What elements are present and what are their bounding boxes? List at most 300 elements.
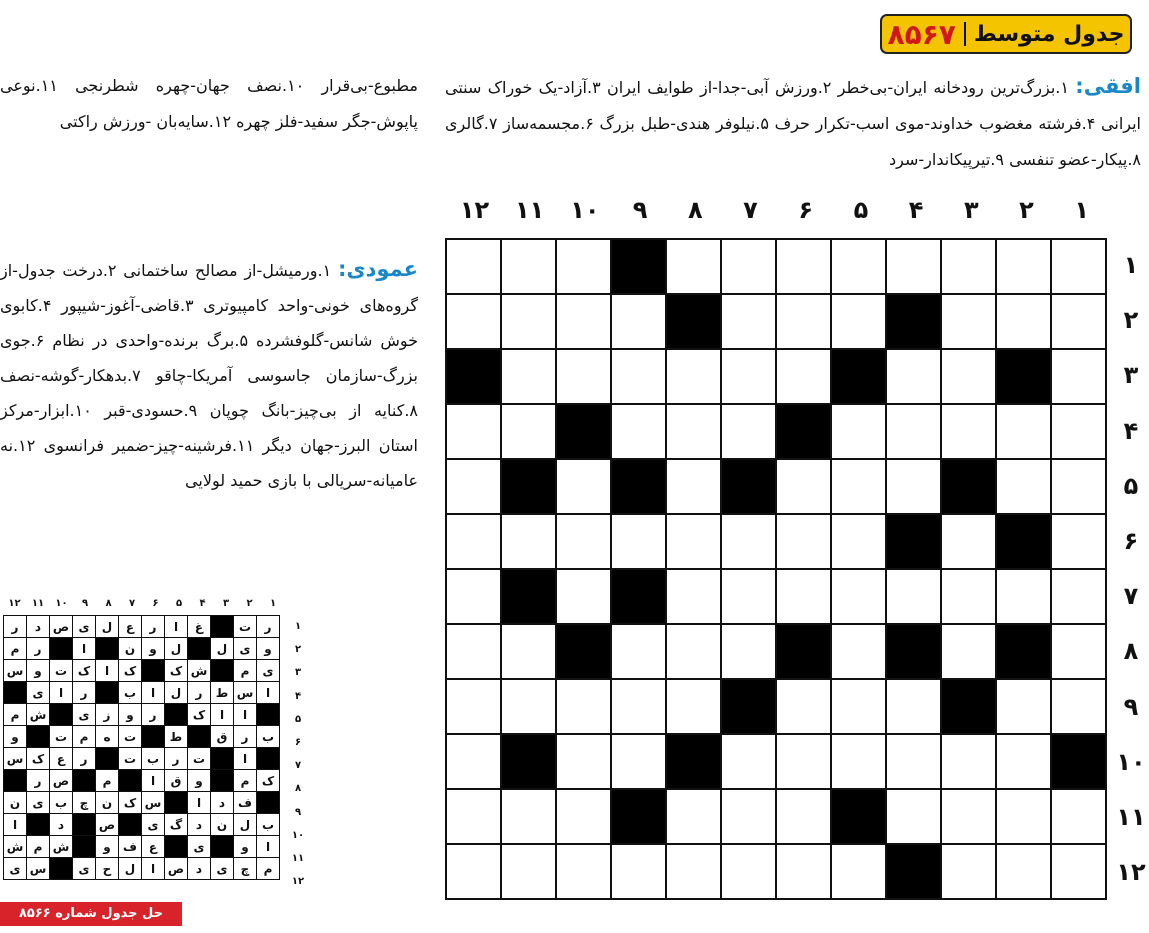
solution-letter-cell: ف: [119, 836, 142, 858]
grid-empty-cell[interactable]: [996, 459, 1051, 514]
grid-column-number: ۱۰: [570, 196, 600, 224]
solution-letter-cell: ا: [257, 682, 280, 704]
solution-letter-cell: و: [234, 836, 257, 858]
grid-empty-cell[interactable]: [1051, 239, 1106, 294]
grid-empty-cell[interactable]: [941, 239, 996, 294]
grid-empty-cell[interactable]: [776, 679, 831, 734]
solution-column-number: ۱۰: [55, 598, 68, 609]
solution-letter-cell: ق: [211, 726, 234, 748]
solution-letter-cell: ل: [165, 638, 188, 660]
grid-empty-cell[interactable]: [831, 404, 886, 459]
grid-empty-cell[interactable]: [941, 514, 996, 569]
solution-block-cell: [50, 858, 73, 880]
solution-block-cell: [73, 836, 96, 858]
solution-block-cell: [257, 792, 280, 814]
grid-empty-cell[interactable]: [446, 624, 501, 679]
grid-empty-cell[interactable]: [556, 239, 611, 294]
solution-column-number: ۹: [81, 598, 89, 609]
solution-letter-cell: ر: [4, 616, 27, 638]
solution-letter-cell: س: [4, 748, 27, 770]
grid-empty-cell[interactable]: [996, 569, 1051, 624]
solution-letter-cell: و: [4, 726, 27, 748]
grid-empty-cell[interactable]: [666, 679, 721, 734]
grid-empty-cell[interactable]: [556, 514, 611, 569]
solution-letter-cell: ا: [234, 704, 257, 726]
grid-empty-cell[interactable]: [721, 349, 776, 404]
grid-empty-cell[interactable]: [721, 514, 776, 569]
grid-empty-cell[interactable]: [886, 789, 941, 844]
solution-block-cell: [27, 726, 50, 748]
solution-letter-cell: ط: [165, 726, 188, 748]
grid-empty-cell[interactable]: [776, 349, 831, 404]
solution-block-cell: [96, 748, 119, 770]
grid-block-cell: [446, 349, 501, 404]
solution-letter-cell: ل: [119, 858, 142, 880]
solution-row-number: ۱۰: [291, 829, 305, 841]
solution-letter-cell: ی: [142, 814, 165, 836]
grid-empty-cell[interactable]: [721, 734, 776, 789]
solution-row-number: ۵: [294, 713, 302, 725]
grid-empty-cell[interactable]: [556, 734, 611, 789]
solution-block-cell: [211, 616, 234, 638]
solution-letter-cell: ش: [188, 660, 211, 682]
solution-column-number: ۸: [105, 598, 112, 609]
grid-empty-cell[interactable]: [556, 789, 611, 844]
solution-row-number: ۱۲: [291, 876, 305, 888]
solution-letter-cell: ی: [73, 858, 96, 880]
grid-empty-cell[interactable]: [886, 734, 941, 789]
solution-letter-cell: ع: [50, 748, 73, 770]
grid-empty-cell[interactable]: [611, 624, 666, 679]
crossword-grid: [445, 238, 1107, 900]
puzzle-number: ۸۵۶۷: [887, 17, 956, 51]
solution-block-cell: [257, 748, 280, 770]
solution-letter-cell: ل: [234, 814, 257, 836]
grid-row-number: ۱۰: [1116, 747, 1146, 776]
grid-empty-cell[interactable]: [446, 569, 501, 624]
solution-block-cell: [119, 814, 142, 836]
solution-letter-cell: ر: [142, 704, 165, 726]
grid-block-cell: [611, 789, 666, 844]
solution-block-cell: [142, 726, 165, 748]
grid-empty-cell[interactable]: [501, 239, 556, 294]
grid-empty-cell[interactable]: [721, 844, 776, 899]
grid-empty-cell[interactable]: [611, 679, 666, 734]
solution-block-cell: [211, 836, 234, 858]
grid-empty-cell[interactable]: [611, 404, 666, 459]
grid-row-number: ۴: [1123, 416, 1139, 445]
grid-row-number: ۳: [1123, 361, 1139, 390]
solution-column-number: ۱: [269, 598, 277, 609]
grid-empty-cell[interactable]: [776, 569, 831, 624]
horizontal-clues-text-b: مطبوع-بی‌قرار ۱۰.نصف جهان-چهره شطرنجی ۱۱.نوعی پاپوش-جگر سفید-فلز چهره ۱۲.سایه‌بان -ورزش راکتی: [0, 76, 418, 131]
grid-empty-cell[interactable]: [666, 349, 721, 404]
grid-column-number: ۱۱: [515, 196, 545, 224]
grid-block-cell: [831, 349, 886, 404]
solution-letter-cell: و: [188, 770, 211, 792]
solution-letter-cell: د: [50, 814, 73, 836]
solution-letter-cell: ت: [50, 660, 73, 682]
grid-empty-cell[interactable]: [501, 404, 556, 459]
solution-letter-cell: ر: [234, 726, 257, 748]
grid-block-cell: [776, 624, 831, 679]
grid-empty-cell[interactable]: [996, 844, 1051, 899]
solution-block-cell: [211, 770, 234, 792]
grid-empty-cell[interactable]: [996, 404, 1051, 459]
solution-letter-cell: ا: [234, 748, 257, 770]
solution-letter-cell: ک: [119, 660, 142, 682]
grid-empty-cell[interactable]: [1051, 569, 1106, 624]
grid-row-number: ۱۲: [1116, 858, 1146, 887]
grid-empty-cell[interactable]: [1051, 294, 1106, 349]
grid-empty-cell[interactable]: [941, 349, 996, 404]
solution-block-cell: [119, 770, 142, 792]
solution-letter-cell: ص: [50, 616, 73, 638]
grid-block-cell: [996, 514, 1051, 569]
grid-column-number: ۸: [687, 196, 703, 224]
grid-column-number: ۲: [1019, 196, 1034, 224]
grid-block-cell: [886, 624, 941, 679]
grid-empty-cell[interactable]: [886, 569, 941, 624]
grid-empty-cell[interactable]: [941, 294, 996, 349]
grid-empty-cell[interactable]: [941, 569, 996, 624]
solution-letter-cell: د: [188, 814, 211, 836]
grid-empty-cell[interactable]: [941, 624, 996, 679]
solution-letter-cell: ص: [50, 770, 73, 792]
solution-letter-cell: ت: [119, 748, 142, 770]
grid-empty-cell[interactable]: [721, 294, 776, 349]
solution-letter-cell: ب: [142, 748, 165, 770]
grid-empty-cell[interactable]: [941, 844, 996, 899]
solution-block-cell: [142, 660, 165, 682]
grid-empty-cell[interactable]: [776, 294, 831, 349]
grid-empty-cell[interactable]: [1051, 349, 1106, 404]
solution-letter-cell: ک: [119, 792, 142, 814]
grid-empty-cell[interactable]: [611, 349, 666, 404]
solution-letter-cell: ا: [73, 638, 96, 660]
solution-row-number: ۸: [294, 783, 302, 795]
grid-empty-cell[interactable]: [666, 789, 721, 844]
solution-letter-cell: ا: [4, 814, 27, 836]
grid-empty-cell[interactable]: [831, 514, 886, 569]
grid-empty-cell[interactable]: [666, 569, 721, 624]
grid-empty-cell[interactable]: [1051, 679, 1106, 734]
solution-letter-cell: ت: [234, 616, 257, 638]
grid-empty-cell[interactable]: [501, 679, 556, 734]
grid-empty-cell[interactable]: [776, 239, 831, 294]
solution-letter-cell: ش: [50, 836, 73, 858]
grid-row-number: ۸: [1123, 637, 1139, 666]
grid-empty-cell[interactable]: [831, 459, 886, 514]
solution-letter-cell: ل: [211, 638, 234, 660]
solution-letter-cell: ر: [165, 748, 188, 770]
solution-block-cell: [96, 682, 119, 704]
grid-empty-cell[interactable]: [611, 844, 666, 899]
solution-letter-cell: س: [142, 792, 165, 814]
solution-letter-cell: ا: [96, 660, 119, 682]
grid-empty-cell[interactable]: [941, 404, 996, 459]
grid-empty-cell[interactable]: [1051, 844, 1106, 899]
solution-letter-cell: ن: [4, 792, 27, 814]
solution-letter-cell: ت: [188, 748, 211, 770]
grid-empty-cell[interactable]: [1051, 514, 1106, 569]
grid-column-number: ۵: [853, 196, 869, 224]
solution-letter-cell: ا: [165, 616, 188, 638]
solution-block-cell: [50, 638, 73, 660]
solution-letter-cell: ی: [234, 638, 257, 660]
grid-block-cell: [556, 624, 611, 679]
horizontal-heading: افقی:: [1075, 74, 1142, 98]
grid-row-number: ۱: [1123, 251, 1139, 279]
solution-letter-cell: د: [211, 792, 234, 814]
grid-empty-cell[interactable]: [1051, 404, 1106, 459]
solution-block-cell: [188, 726, 211, 748]
solution-column-number: ۳: [222, 598, 230, 609]
solution-letter-cell: ا: [142, 682, 165, 704]
grid-empty-cell[interactable]: [446, 734, 501, 789]
grid-empty-cell[interactable]: [501, 789, 556, 844]
grid-empty-cell[interactable]: [996, 734, 1051, 789]
grid-empty-cell[interactable]: [556, 844, 611, 899]
grid-empty-cell[interactable]: [446, 404, 501, 459]
grid-empty-cell[interactable]: [666, 459, 721, 514]
grid-row-number: ۹: [1123, 692, 1139, 721]
solution-block-cell: [50, 704, 73, 726]
grid-empty-cell[interactable]: [446, 239, 501, 294]
solution-letter-cell: ص: [165, 858, 188, 880]
solution-letter-cell: ن: [96, 792, 119, 814]
solution-letter-cell: ا: [257, 836, 280, 858]
grid-column-number: ۹: [632, 196, 648, 224]
grid-empty-cell[interactable]: [501, 624, 556, 679]
grid-empty-cell[interactable]: [446, 294, 501, 349]
solution-letter-cell: ا: [50, 682, 73, 704]
grid-column-number: ۴: [908, 196, 924, 224]
solution-letter-cell: ی: [188, 836, 211, 858]
grid-empty-cell[interactable]: [941, 789, 996, 844]
grid-block-cell: [666, 734, 721, 789]
grid-empty-cell[interactable]: [996, 294, 1051, 349]
solution-letter-cell: د: [27, 616, 50, 638]
grid-empty-cell[interactable]: [501, 514, 556, 569]
solution-letter-cell: چ: [73, 792, 96, 814]
solution-letter-cell: ا: [211, 704, 234, 726]
solution-label: حل جدول شماره ۸۵۶۶: [0, 902, 182, 926]
puzzle-title-badge: [880, 14, 1132, 54]
solution-letter-cell: ی: [73, 616, 96, 638]
solution-letter-cell: ل: [96, 616, 119, 638]
grid-block-cell: [501, 569, 556, 624]
grid-empty-cell[interactable]: [666, 239, 721, 294]
solution-letter-cell: ر: [73, 682, 96, 704]
horizontal-clues-part2: [0, 68, 418, 140]
solution-block-cell: [165, 836, 188, 858]
grid-empty-cell[interactable]: [776, 844, 831, 899]
solution-letter-cell: ی: [4, 858, 27, 880]
grid-empty-cell[interactable]: [666, 514, 721, 569]
solution-letter-cell: ا: [188, 792, 211, 814]
solution-block-cell: [73, 814, 96, 836]
grid-empty-cell[interactable]: [501, 844, 556, 899]
solution-letter-cell: ک: [188, 704, 211, 726]
solution-letter-cell: و: [96, 836, 119, 858]
solution-letter-cell: م: [257, 858, 280, 880]
grid-empty-cell[interactable]: [886, 404, 941, 459]
solution-letter-cell: م: [234, 660, 257, 682]
grid-empty-cell[interactable]: [996, 679, 1051, 734]
grid-empty-cell[interactable]: [556, 459, 611, 514]
grid-empty-cell[interactable]: [446, 679, 501, 734]
solution-letter-cell: س: [4, 660, 27, 682]
solution-letter-cell: ح: [96, 858, 119, 880]
grid-block-cell: [1051, 734, 1106, 789]
solution-letter-cell: ک: [165, 660, 188, 682]
solution-letter-cell: ی: [257, 660, 280, 682]
vertical-clues-text: ۱.ورمیشل-از مصالح ساختمانی ۲.درخت جدول-از گروه‌های خونی-واحد کامپیوتری ۳.قاضی-آغوز-شیپور ۴.کابوی خوش شانس-گلوفشرده ۵.برگ برنده-واحدی در نظام ۶.جوی بزرگ-سازمان جاسوسی آمریکا-چاقو ۷.بدهکار-گوشه-نصف ۸.کنایه از بی‌چیز-بانگ چوپان ۹.حسودی-قبر ۱۰.ابزار-مرکز استان البرز-جهان دیگر ۱۱.فرشینه-چیز-ضمیر فرانسوی ۱۲.نه عامیانه-سریالی با بازی حمید لولایی: [0, 261, 419, 490]
horizontal-clues-part1: [445, 68, 1141, 178]
solution-letter-cell: م: [4, 638, 27, 660]
grid-empty-cell[interactable]: [501, 349, 556, 404]
grid-empty-cell[interactable]: [611, 734, 666, 789]
grid-block-cell: [776, 404, 831, 459]
grid-empty-cell[interactable]: [446, 844, 501, 899]
solution-letter-cell: ن: [119, 638, 142, 660]
grid-empty-cell[interactable]: [831, 734, 886, 789]
grid-column-number: ۳: [963, 196, 979, 224]
solution-letter-cell: ز: [96, 704, 119, 726]
grid-empty-cell[interactable]: [446, 514, 501, 569]
grid-empty-cell[interactable]: [556, 294, 611, 349]
grid-empty-cell[interactable]: [1051, 789, 1106, 844]
solution-row-number: ۹: [294, 806, 302, 818]
solution-letter-cell: ر: [188, 682, 211, 704]
solution-letter-cell: ن: [211, 814, 234, 836]
grid-empty-cell[interactable]: [721, 569, 776, 624]
solution-letter-cell: ب: [257, 814, 280, 836]
solution-letter-cell: ا: [142, 858, 165, 880]
grid-empty-cell[interactable]: [446, 459, 501, 514]
grid-row-number: ۶: [1123, 527, 1139, 555]
grid-empty-cell[interactable]: [721, 624, 776, 679]
solution-block-cell: [188, 638, 211, 660]
grid-empty-cell[interactable]: [941, 734, 996, 789]
grid-empty-cell[interactable]: [776, 514, 831, 569]
grid-empty-cell[interactable]: [831, 844, 886, 899]
grid-empty-cell[interactable]: [776, 789, 831, 844]
grid-empty-cell[interactable]: [831, 624, 886, 679]
solution-letter-cell: ب: [50, 792, 73, 814]
grid-block-cell: [501, 459, 556, 514]
grid-empty-cell[interactable]: [886, 679, 941, 734]
grid-empty-cell[interactable]: [666, 844, 721, 899]
solution-letter-cell: ی: [211, 858, 234, 880]
grid-empty-cell[interactable]: [996, 239, 1051, 294]
solution-letter-cell: ه: [96, 726, 119, 748]
grid-block-cell: [996, 349, 1051, 404]
grid-row-number: ۱۱: [1116, 803, 1146, 831]
solution-letter-cell: م: [234, 770, 257, 792]
grid-empty-cell[interactable]: [721, 239, 776, 294]
solution-letter-cell: ل: [165, 682, 188, 704]
vertical-clues: [0, 252, 418, 498]
grid-block-cell: [611, 569, 666, 624]
grid-row-number: ۲: [1123, 306, 1139, 335]
grid-empty-cell[interactable]: [611, 294, 666, 349]
grid-empty-cell[interactable]: [556, 569, 611, 624]
solution-letter-cell: ش: [4, 836, 27, 858]
grid-empty-cell[interactable]: [776, 459, 831, 514]
solution-block-cell: [4, 682, 27, 704]
grid-block-cell: [941, 459, 996, 514]
solution-letter-cell: ب: [257, 726, 280, 748]
solution-block-cell: [211, 748, 234, 770]
grid-empty-cell[interactable]: [776, 734, 831, 789]
solution-letter-cell: ک: [257, 770, 280, 792]
solution-block-cell: [257, 704, 280, 726]
solution-column-number: ۷: [128, 598, 136, 609]
puzzle-title: جدول متوسط: [973, 21, 1125, 47]
solution-row-number: ۳: [294, 667, 302, 679]
solution-letter-cell: و: [119, 704, 142, 726]
grid-empty-cell[interactable]: [721, 789, 776, 844]
grid-empty-cell[interactable]: [831, 294, 886, 349]
solution-letter-cell: د: [188, 858, 211, 880]
solution-column-number: ۱۲: [8, 598, 21, 609]
grid-empty-cell[interactable]: [666, 624, 721, 679]
solution-letter-cell: ب: [119, 682, 142, 704]
grid-block-cell: [886, 514, 941, 569]
grid-empty-cell[interactable]: [886, 239, 941, 294]
grid-empty-cell[interactable]: [721, 404, 776, 459]
grid-empty-cell[interactable]: [831, 679, 886, 734]
solution-letter-cell: و: [27, 660, 50, 682]
solution-letter-cell: ر: [73, 748, 96, 770]
title-separator: [964, 22, 966, 46]
grid-empty-cell[interactable]: [446, 789, 501, 844]
solution-letter-cell: ع: [119, 616, 142, 638]
grid-empty-cell[interactable]: [1051, 624, 1106, 679]
grid-empty-cell[interactable]: [886, 459, 941, 514]
solution-letter-cell: و: [142, 638, 165, 660]
grid-empty-cell[interactable]: [611, 514, 666, 569]
solution-block-cell: [165, 704, 188, 726]
grid-empty-cell[interactable]: [556, 679, 611, 734]
grid-block-cell: [666, 294, 721, 349]
grid-row-number: ۵: [1123, 471, 1139, 500]
solution-letter-cell: ر: [142, 616, 165, 638]
grid-row-number: ۷: [1123, 582, 1139, 611]
solution-column-number: ۲: [246, 598, 253, 609]
solution-letter-cell: س: [27, 858, 50, 880]
solution-column-number: ۱۱: [31, 598, 45, 609]
grid-empty-cell[interactable]: [831, 239, 886, 294]
solution-column-number: ۶: [152, 598, 159, 609]
solution-letter-cell: ف: [234, 792, 257, 814]
grid-empty-cell[interactable]: [556, 349, 611, 404]
grid-empty-cell[interactable]: [996, 789, 1051, 844]
grid-empty-cell[interactable]: [1051, 459, 1106, 514]
solution-row-number: ۶: [294, 737, 302, 748]
grid-empty-cell[interactable]: [831, 569, 886, 624]
grid-block-cell: [721, 459, 776, 514]
grid-empty-cell[interactable]: [666, 404, 721, 459]
grid-empty-cell[interactable]: [501, 294, 556, 349]
solution-row-number: ۱۱: [291, 853, 305, 864]
grid-empty-cell[interactable]: [886, 349, 941, 404]
solution-letter-cell: ص: [96, 814, 119, 836]
grid-block-cell: [941, 679, 996, 734]
solution-letter-cell: ش: [27, 704, 50, 726]
